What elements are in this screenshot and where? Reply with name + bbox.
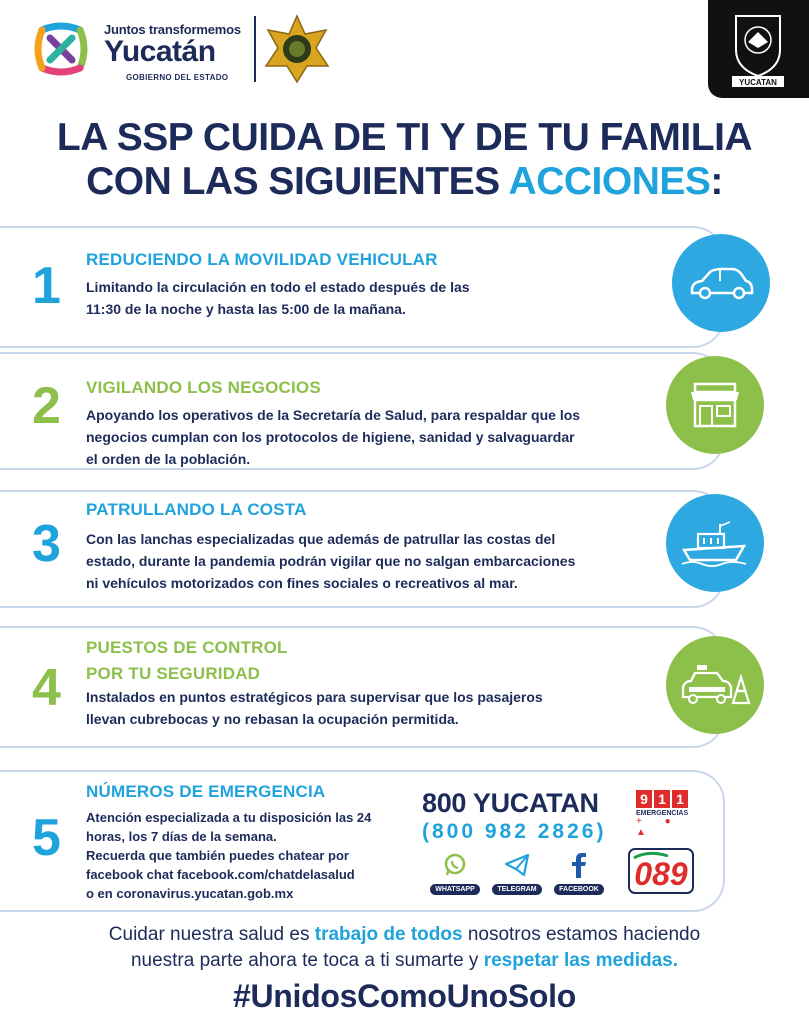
action-heading: REDUCIENDO LA MOVILIDAD VEHICULAR	[86, 250, 438, 269]
e089-text: 089	[634, 856, 688, 892]
action-icon-circle-3	[666, 494, 764, 592]
action-heading: PATRULLANDO LA COSTA	[86, 500, 307, 519]
action-description-line: horas, los 7 días de la semana.	[86, 829, 277, 844]
header-divider	[254, 16, 256, 82]
facebook-icon	[570, 852, 588, 878]
seal-label: YUCATAN	[739, 78, 777, 87]
action-description-line: Instalados en puntos estratégicos para supervisar que los pasajeros	[86, 689, 543, 705]
emergency-911-logo	[636, 790, 690, 838]
phone-number: (800 982 2826)	[422, 820, 607, 843]
action-heading-line1: PUESTOS DE CONTROL	[86, 638, 288, 657]
page-title-line2	[0, 160, 809, 204]
action-description-line: negocios cumplan con los protocolos de higiene, sanidad y salvaguardar	[86, 429, 575, 445]
yucatan-seal-icon	[728, 10, 788, 88]
logo-subtitle: GOBIERNO DEL ESTADO	[126, 73, 229, 82]
action-description-line: Recuerda que también puedes chatear por	[86, 848, 349, 863]
action-description-line: Con las lanchas especializadas que además de patrullar las costas del	[86, 531, 556, 547]
state-seal	[708, 0, 809, 98]
action-number: 1	[32, 257, 61, 315]
footer-highlight: respetar las medidas.	[483, 950, 679, 971]
logo-tagline: Juntos transformemos	[104, 22, 241, 37]
action-description-line: o en coronavirus.yucatan.gob.mx	[86, 886, 294, 901]
action-heading: VIGILANDO LOS NEGOCIOS	[86, 378, 321, 397]
action-number: 5	[32, 809, 61, 867]
action-heading-line2: POR TU SEGURIDAD	[86, 664, 261, 683]
title-prefix: CON LAS SIGUIENTES	[86, 160, 509, 203]
action-description-line: el orden de la población.	[86, 451, 251, 467]
boat-icon	[680, 518, 750, 568]
action-card-5	[0, 770, 725, 912]
action-number: 3	[32, 515, 61, 573]
footer-line1	[0, 924, 809, 946]
whatsapp-link[interactable]	[424, 852, 486, 896]
action-icon-circle-2	[666, 356, 764, 454]
footer-text: Cuidar nuestra salud es	[108, 924, 315, 945]
telegram-label: TELEGRAM	[492, 884, 541, 895]
telegram-link[interactable]	[486, 852, 548, 896]
action-heading: NÚMEROS DE EMERGENCIA	[86, 782, 326, 801]
e089-icon	[628, 848, 694, 894]
page-title-line1: LA SSP CUIDA DE TI Y DE TU FAMILIA	[56, 116, 753, 159]
action-description-line: estado, durante la pandemia podrán vigilar que no salgan embarcaciones	[86, 553, 576, 569]
telegram-icon	[504, 853, 530, 877]
logo-name: Yucatán	[104, 35, 216, 68]
government-logo	[24, 14, 254, 86]
phone-name: 800 YUCATAN	[422, 788, 599, 818]
action-description-line: 11:30 de la noche y hasta las 5:00 de la mañana.	[86, 301, 406, 317]
police-car-icon	[679, 663, 751, 707]
title-accent: ACCIONES	[508, 160, 711, 203]
action-card-1	[0, 226, 725, 348]
store-icon	[687, 380, 743, 430]
footer-text: nosotros estamos haciendo	[462, 924, 701, 945]
e911-symbols-icon: + ● ▲	[636, 816, 681, 838]
action-description	[86, 808, 371, 903]
action-description-line: Limitando la circulación en todo el estado después de las	[86, 279, 470, 295]
e911-digit: 1	[672, 790, 688, 808]
action-description	[86, 528, 575, 594]
action-number: 2	[32, 377, 61, 435]
denuncia-089-logo	[628, 848, 694, 894]
action-description	[86, 404, 580, 470]
facebook-link[interactable]	[548, 852, 610, 896]
car-icon	[688, 266, 754, 300]
action-description-line: facebook chat facebook.com/chatdelasalud	[86, 867, 355, 882]
action-description	[86, 276, 470, 320]
footer-highlight: trabajo de todos	[314, 924, 463, 945]
e911-digit: 1	[654, 790, 670, 808]
action-description	[86, 686, 543, 730]
action-card-2	[0, 352, 725, 470]
hashtag: #UnidosComoUnoSolo	[232, 978, 577, 1014]
whatsapp-icon	[443, 853, 467, 877]
police-badge-icon	[262, 14, 332, 84]
footer-line2	[0, 950, 809, 972]
action-icon-circle-4	[666, 636, 764, 734]
whatsapp-label: WHATSAPP	[430, 884, 480, 895]
action-icon-circle-1	[672, 234, 770, 332]
footer-text: nuestra parte ahora te toca a ti sumarte y	[130, 950, 484, 971]
action-description-line: Apoyando los operativos de la Secretaría de Salud, para respaldar que los	[86, 407, 581, 423]
action-card-3	[0, 490, 725, 608]
e911-digit: 9	[636, 790, 652, 808]
action-description-line: llevan cubrebocas y no rebasan la ocupación permitida.	[86, 711, 459, 727]
e911-label: EMERGENCIAS	[636, 810, 689, 817]
action-description-line: ni vehículos motorizados con fines sociales o recreativos al mar.	[86, 575, 518, 591]
action-number: 4	[32, 659, 61, 717]
action-description-line: Atención especializada a tu disposición las 24	[86, 810, 372, 825]
yucatan-logo-mark-icon	[30, 18, 92, 80]
facebook-label: FACEBOOK	[554, 884, 604, 895]
action-card-4	[0, 626, 725, 748]
title-suffix: :	[710, 160, 723, 203]
